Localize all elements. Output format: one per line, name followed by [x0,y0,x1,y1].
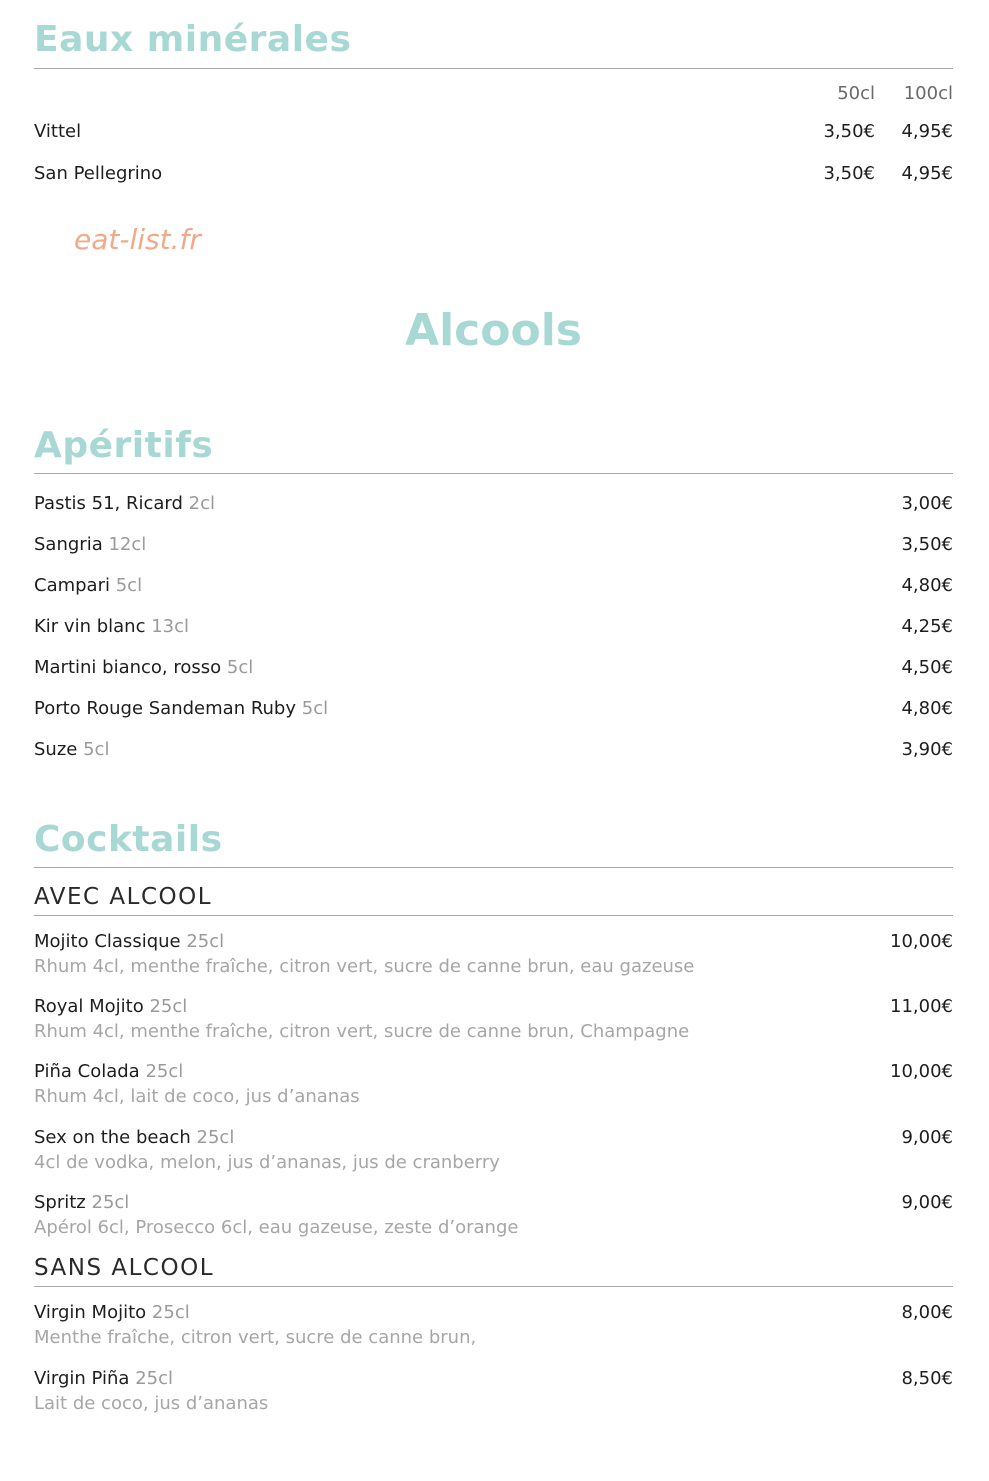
sans-alcool-subtitle: SANS ALCOOL [34,1255,215,1281]
menu-item [34,1367,953,1414]
col-50cl-header: 50cl [837,83,875,104]
item-price: 4,80€ [901,575,953,596]
item-price: 4,80€ [901,698,953,719]
menu-page [34,0,953,1481]
item-price: 11,00€ [890,996,953,1017]
menu-item [34,1301,953,1348]
item-volume: 25cl [196,1127,235,1148]
item-price: 8,50€ [901,1368,953,1389]
item-volume: 2cl [188,493,215,514]
item-name: Pastis 51, Ricard 2cl [34,493,215,514]
item-volume: 25cl [149,996,188,1017]
item-price: 4,25€ [901,616,953,637]
item-name: Virgin Mojito 25cl [34,1302,190,1323]
item-price: 4,50€ [901,657,953,678]
divider [34,1286,953,1287]
eaux-title: Eaux minérales [34,19,352,60]
menu-item [34,162,953,186]
item-volume: 12cl [108,534,147,555]
item-volume: 25cl [145,1061,184,1082]
item-description: Menthe fraîche, citron vert, sucre de canne brun, [34,1327,477,1348]
menu-item [34,995,953,1042]
item-name: Virgin Piña 25cl [34,1368,174,1389]
item-name: San Pellegrino [34,163,163,184]
item-volume: 13cl [151,616,190,637]
item-volume: 25cl [91,1192,130,1213]
item-volume: 25cl [186,931,225,952]
item-price-50cl: 3,50€ [823,163,875,184]
item-price-50cl: 3,50€ [823,121,875,142]
item-volume: 5cl [83,739,110,760]
item-description: Rhum 4cl, menthe fraîche, citron vert, sucre de canne brun, eau gazeuse [34,956,695,977]
item-name: Vittel [34,121,82,142]
item-volume: 5cl [226,657,254,678]
cocktails-title: Cocktails [34,819,223,860]
item-description: Rhum 4cl, menthe fraîche, citron vert, sucre de canne brun, Champagne [34,1021,690,1042]
menu-item [34,930,953,977]
item-name: Mojito Classique 25cl [34,931,225,952]
divider [34,473,953,474]
item-price: 3,00€ [901,493,953,514]
item-description: Lait de coco, jus d’ananas [34,1393,269,1414]
item-description: 4cl de vodka, melon, jus d’ananas, jus de cranberry [34,1152,500,1173]
item-description: Apérol 6cl, Prosecco 6cl, eau gazeuse, zeste d’orange [34,1217,519,1238]
item-price: 9,00€ [901,1192,953,1213]
item-price: 10,00€ [890,1061,953,1082]
item-price-100cl: 4,95€ [901,121,953,142]
menu-item [34,533,953,557]
item-price: 9,00€ [901,1127,953,1148]
menu-item [34,656,953,680]
item-volume: 5cl [301,698,329,719]
item-volume: 25cl [151,1302,190,1323]
watermark: eat-list.fr [74,223,201,256]
item-name: Royal Mojito 25cl [34,996,188,1017]
item-name: Sex on the beach 25cl [34,1127,235,1148]
menu-item [34,738,953,762]
item-name: Sangria 12cl [34,534,147,555]
aperitifs-title: Apéritifs [34,425,214,466]
menu-item [34,1126,953,1173]
item-name: Porto Rouge Sandeman Ruby 5cl [34,698,329,719]
divider [34,68,953,69]
item-name: Piña Colada 25cl [34,1061,184,1082]
menu-item [34,1191,953,1238]
alcools-title: Alcools [405,305,582,356]
menu-item [34,697,953,721]
avec-alcool-subtitle: AVEC ALCOOL [34,884,213,910]
item-price: 3,90€ [901,739,953,760]
menu-item [34,574,953,598]
item-price: 8,00€ [901,1302,953,1323]
item-description: Rhum 4cl, lait de coco, jus d’ananas [34,1086,360,1107]
item-name: Kir vin blanc 13cl [34,616,190,637]
item-price: 3,50€ [901,534,953,555]
divider [34,867,953,868]
divider [34,915,953,916]
item-name: Suze 5cl [34,739,110,760]
item-price-100cl: 4,95€ [901,163,953,184]
item-price: 10,00€ [890,931,953,952]
item-name: Spritz 25cl [34,1192,130,1213]
item-name: Campari 5cl [34,575,143,596]
item-volume: 25cl [135,1368,174,1389]
menu-item [34,492,953,516]
menu-item [34,1060,953,1107]
menu-item [34,120,953,144]
item-name: Martini bianco, rosso 5cl [34,657,254,678]
menu-item [34,615,953,639]
item-volume: 5cl [115,575,143,596]
col-100cl-header: 100cl [903,83,953,104]
